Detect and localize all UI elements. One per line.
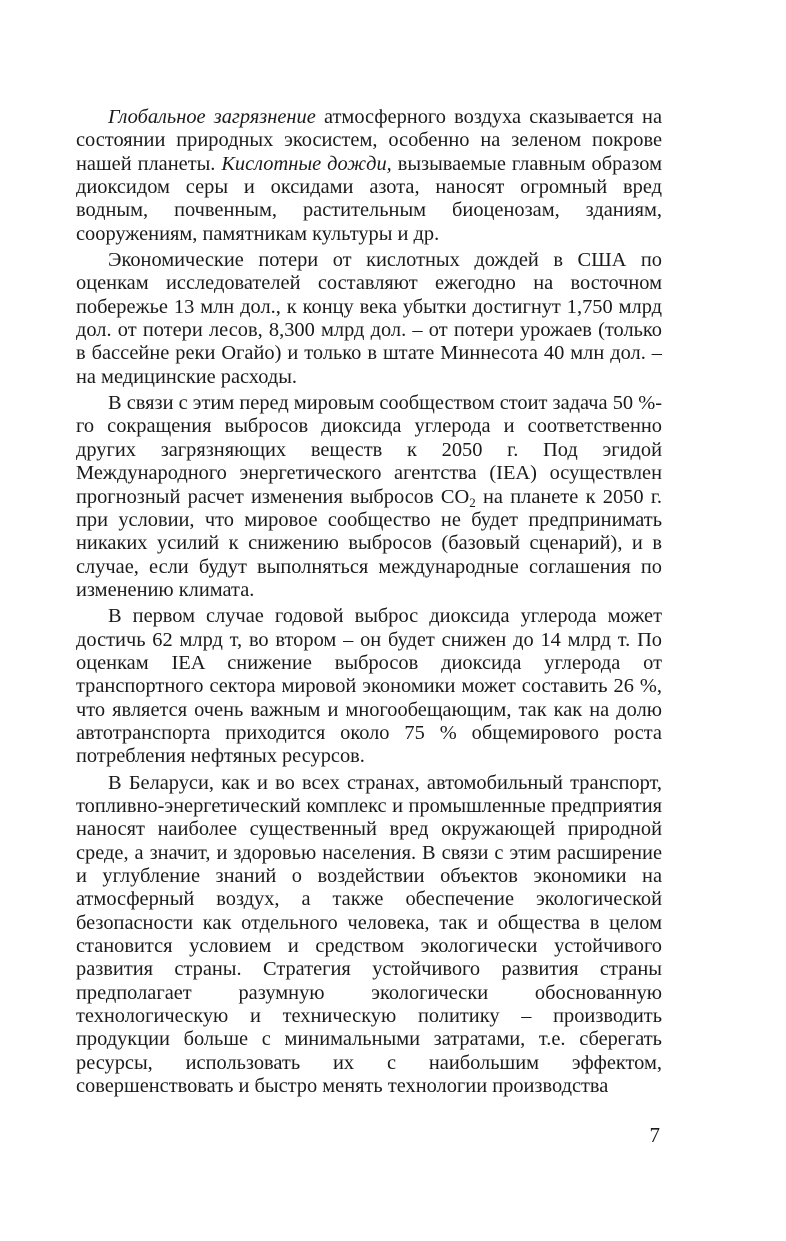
paragraph-emission-reduction <box>76 392 662 602</box>
paragraph-global-pollution <box>76 106 662 246</box>
paragraph-forecast <box>76 605 662 768</box>
page-text-block <box>76 106 662 1101</box>
paragraph-text: Экономические потери от кислотных дождей в США по оценкам исследователей составляют ежегодно на восточном побережье 13 млн дол., к концу века убытки достигнут 1,750 млрд дол. от потери лесов, 8,300 млрд дол. – от потери урожаев (только в бассейне реки Огайо) и только в штате Миннесота 40 млн дол. – на медицинские расходы. <box>76 249 662 388</box>
paragraph-text: В Беларуси, как и во всех странах, автомобильный транспорт, топливно-энергетический комплекс и промышленные предприятия наносят наиболее существенный вред окружающей природной среде, а значит, и здоровью населения. В связи с этим расширение и углубление знаний о воздействии объектов экономики на атмосферный воздух, а также обеспечение экологической безопасности как отдельного человека, так и общества в целом становится условием и средством экологически устойчивого развития страны. Стратегия устойчивого развития страны предполагает разумную экологически обоснованную технологическую и техническую политику – производить продукции больше с минимальными затратами, т.е. сберегать ресурсы, использовать их с наибольшим эффектом, совершенствовать и быстро менять технологии производства <box>76 771 662 1098</box>
term-acid-rain: Кислотные дожди, <box>221 152 392 175</box>
paragraph-text: В первом случае годовой выброс диоксида углерода может достичь 62 млрд т, во втором – он будет снижен до 14 млрд т. По оценкам IEA снижение выбросов диоксида углерода от транспортного сектора мировой экономики может составить 26 %, что является очень важным и многообещающим, так как на долю автотранспорта приходится около 75 % общемирового роста потребления нефтяных ресурсов. <box>76 605 662 768</box>
paragraph-text: на планете к 2050 г. при условии, что мировое сообщество не будет предпринимать никаких усилий к снижению выбросов (базовый сценарий), и в случае, если будут выполняться международные соглашения по изменению климата. <box>76 485 662 601</box>
paragraph-belarus <box>76 772 662 1099</box>
subscript-co2: 2 <box>469 494 476 510</box>
paragraph-text: атмосферного воздуха сказывается на состоянии природных экосистем, особенно на зеленом покрове нашей планеты. <box>76 106 662 175</box>
paragraph-text: вызываемые главным образом диоксидом серы и оксидами азота, наносят огромный вред водным, почвенным, растительным биоценозам, зданиям, сооружениям, памятникам культуры и др. <box>76 152 662 245</box>
term-global-pollution: Глобальное загрязнение <box>108 106 316 128</box>
page-number: 7 <box>649 1123 660 1147</box>
paragraph-economic-losses <box>76 249 662 389</box>
paragraph-text: В связи с этим перед мировым сообществом стоит задача 50 %-го сокращения выбросов диоксида углерода и соответственно других загрязняющих веществ к 2050 г. Под эгидой Международного энергетического агентства (IEA) осуществлен прогнозный расчет изменения выбросов СО <box>76 392 662 508</box>
